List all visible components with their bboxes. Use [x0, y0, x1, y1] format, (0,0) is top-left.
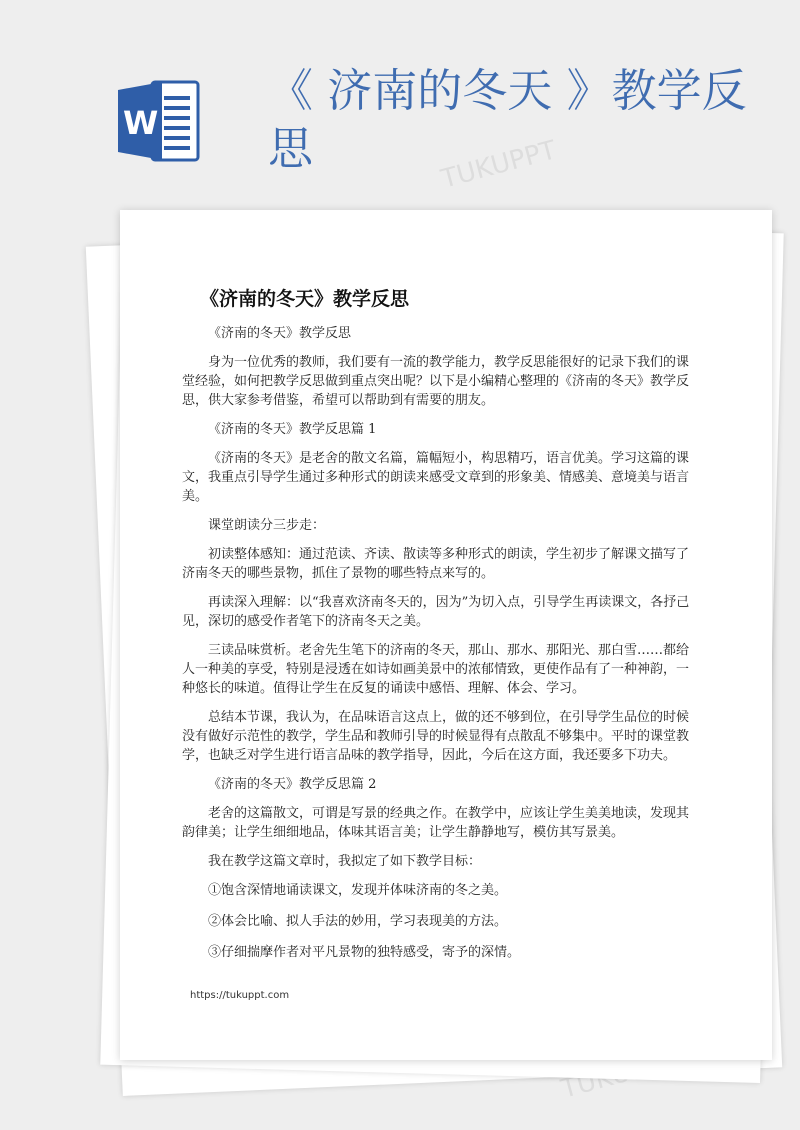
paragraph: 初读整体感知：通过范读、齐读、散读等多种形式的朗读，学生初步了解课文描写了济南冬天的哪些景物，抓住了景物的哪些特点来写的。	[182, 547, 690, 581]
goal-item: ①饱含深情地诵读课文，发现并体味济南的冬之美。	[208, 883, 508, 898]
document-title: 《济南的冬天》教学反思	[200, 288, 410, 310]
paragraph: 身为一位优秀的教师，我们要有一流的教学能力，教学反思能很好的记录下我们的课堂经验，如何把教学反思做到重点突出呢？以下是小编精心整理的《济南的冬天》教学反思，供大家参考借鉴，希望可以帮助到有需要的朋友。	[182, 355, 690, 408]
svg-text:W: W	[123, 104, 159, 142]
paragraph: 三读品味赏析。老舍先生笔下的济南的冬天，那山、那水、那阳光、那白雪……都给人一种美的享受，特别是浸透在如诗如画美景中的浓郁情致，更使作品有了一种神韵，一种悠长的味道。值得让学生在反复的诵读中感悟、理解、体会、学习。	[182, 643, 690, 696]
document-page	[120, 210, 772, 1060]
paragraph: 《济南的冬天》教学反思	[208, 326, 352, 341]
header-title: 《 济南的冬天 》教学反思	[268, 64, 747, 175]
word-document-icon	[118, 78, 200, 164]
paragraph: 《济南的冬天》是老舍的散文名篇，篇幅短小，构思精巧，语言优美。学习这篇的课文，我重点引导学生通过多种形式的朗读来感受文章到的形象美、情感美、意境美与语言美。	[182, 451, 690, 504]
paragraph: 总结本节课，我认为，在品味语言这点上，做的还不够到位，在引导学生品位的时候没有做好示范性的教学，学生品和教师引导的时候显得有点散乱不够集中。平时的课堂教学，也缺乏对学生进行语言品味的教学指导，因此，今后在这方面，我还要多下功夫。	[182, 710, 690, 763]
paragraph: 我在教学这篇文章时，我拟定了如下教学目标：	[208, 854, 482, 869]
footer-url: https://tukuppt.com	[190, 990, 290, 1001]
paragraph: 课堂朗读分三步走：	[208, 518, 326, 533]
goal-item: ②体会比喻、拟人手法的妙用，学习表现美的方法。	[208, 914, 508, 929]
paragraph: 老舍的这篇散文，可谓是写景的经典之作。在教学中，应该让学生美美地读，发现其韵律美；让学生细细地品，体味其语言美；让学生静静地写，模仿其写景美。	[182, 806, 690, 840]
paragraph: 再读深入理解：以“我喜欢济南冬天的，因为”为切入点，引导学生再读课文，各抒己见，深切的感受作者笔下的济南冬天之美。	[182, 595, 690, 629]
document-body	[182, 324, 692, 974]
section-heading: 《济南的冬天》教学反思篇 1	[208, 422, 377, 437]
section-heading: 《济南的冬天》教学反思篇 2	[208, 777, 377, 792]
goal-item: ③仔细揣摩作者对平凡景物的独特感受，寄予的深情。	[208, 945, 521, 960]
watermark: TUKUPPT	[438, 135, 560, 195]
